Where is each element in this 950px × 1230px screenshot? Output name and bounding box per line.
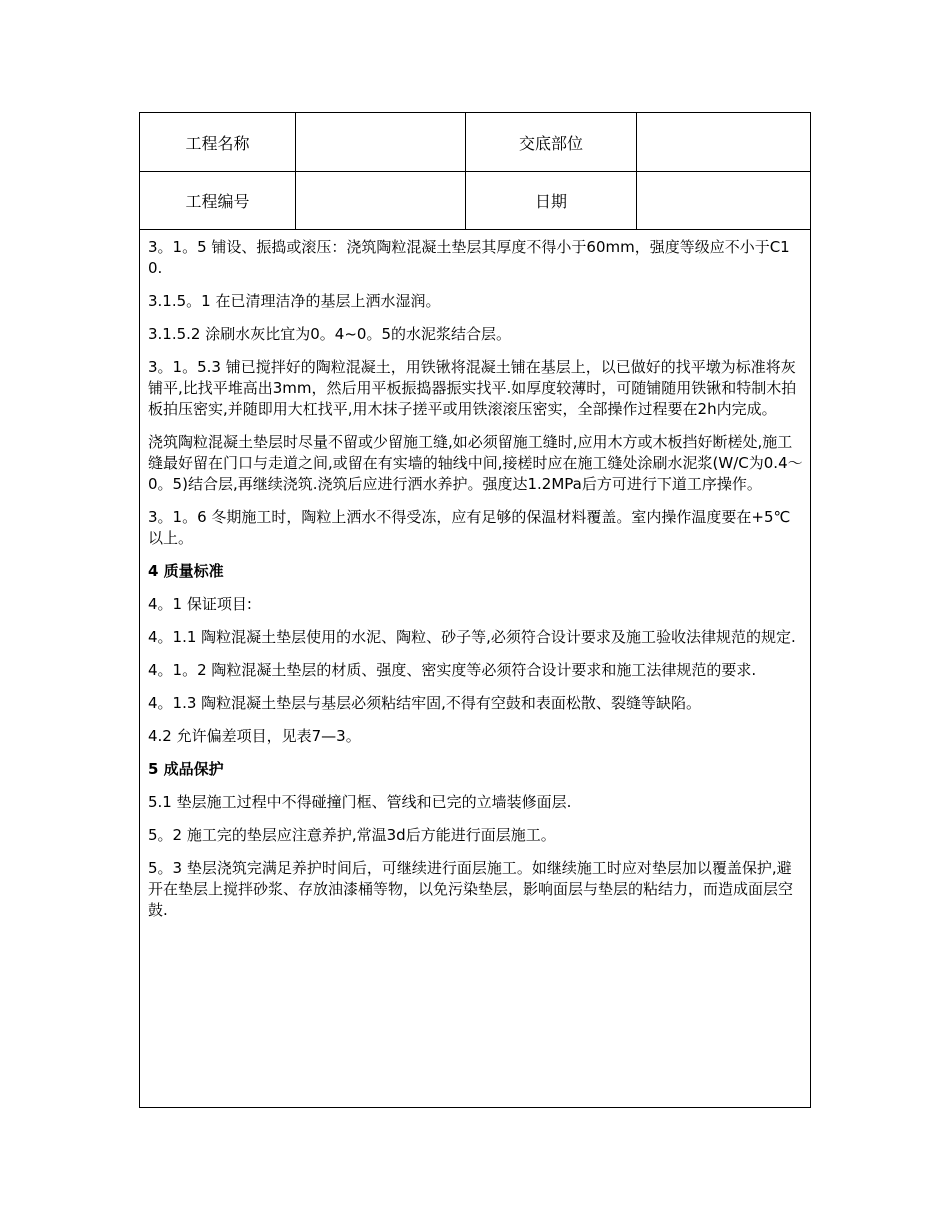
paragraph: 3。1。5 铺设、振捣或滚压：浇筑陶粒混凝土垫层其厚度不得小于60mm，强度等级应不小于C10. (148, 238, 790, 277)
paragraph: 4。1。2 陶粒混凝土垫层的材质、强度、密实度等必须符合设计要求和施工法律规范的要求. (148, 661, 757, 679)
paragraph: 4。1.3 陶粒混凝土垫层与基层必须粘结牢固,不得有空鼓和表面松散、裂缝等缺陷。 (148, 694, 701, 712)
paragraph: 5。2 施工完的垫层应注意养护,常温3d后方能进行面层施工。 (148, 826, 556, 844)
paragraph: 5.1 垫层施工过程中不得碰撞门框、管线和已完的立墙装修面层. (148, 793, 572, 811)
paragraph: 5。3 垫层浇筑完满足养护时间后，可继续进行面层施工。如继续施工时应对垫层加以覆盖保护,避开在垫层上搅拌砂浆、存放油漆桶等物，以免污染垫层，影响面层与垫层的粘结力，而造成面层空鼓. (148, 859, 794, 919)
section-heading: 4 质量标准 (148, 562, 224, 580)
header-row-2 (140, 171, 810, 230)
project-name-value (296, 113, 466, 171)
handover-part-label: 交底部位 (466, 113, 637, 171)
project-name-label: 工程名称 (140, 113, 296, 171)
paragraph: 3.1.5。1 在已清理洁净的基层上洒水湿润。 (148, 292, 441, 310)
section-heading: 5 成品保护 (148, 760, 224, 778)
paragraph: 4.2 允许偏差项目，见表7—3。 (148, 727, 361, 745)
content-body (148, 237, 804, 933)
header-row-1 (140, 113, 810, 172)
paragraph: 3。1。6 冬期施工时，陶粒上洒水不得受冻，应有足够的保温材料覆盖。室内操作温度要在+5℃以上。 (148, 508, 791, 547)
paragraph: 4。1 保证项目: (148, 595, 252, 613)
date-label: 日期 (466, 171, 637, 229)
paragraph: 浇筑陶粒混凝土垫层时尽量不留或少留施工缝,如必须留施工缝时,应用木方或木板挡好断槎处,施工缝最好留在门口与走道之间,或留在有实墙的轴线中间,接槎时应在施工缝处涂刷水泥浆(W/C为0.4～0。5)结合层,再继续浇筑.浇筑后应进行洒水养护。强度达1.2MPa后方可进行下道工序操作。 (148, 433, 803, 493)
paragraph: 4。1.1 陶粒混凝土垫层使用的水泥、陶粒、砂子等,必须符合设计要求及施工验收法律规范的规定. (148, 628, 796, 646)
project-number-value (296, 171, 466, 229)
date-value (637, 171, 810, 229)
handover-part-value (637, 113, 810, 171)
handover-sheet (139, 112, 811, 1108)
paragraph: 3.1.5.2 涂刷水灰比宜为0。4~0。5的水泥浆结合层。 (148, 325, 511, 343)
paragraph: 3。1。5.3 铺已搅拌好的陶粒混凝土，用铁锹将混凝土铺在基层上，以已做好的找平墩为标准将灰铺平,比找平堆高出3mm，然后用平板振捣器振实找平.如厚度较薄时，可随铺随用铁锹和特制木拍板拍压密实,并随即用大杠找平,用木抹子搓平或用铁滚滚压密实，全部操作过程要在2h内完成。 (148, 358, 797, 418)
project-number-label: 工程编号 (140, 171, 296, 229)
